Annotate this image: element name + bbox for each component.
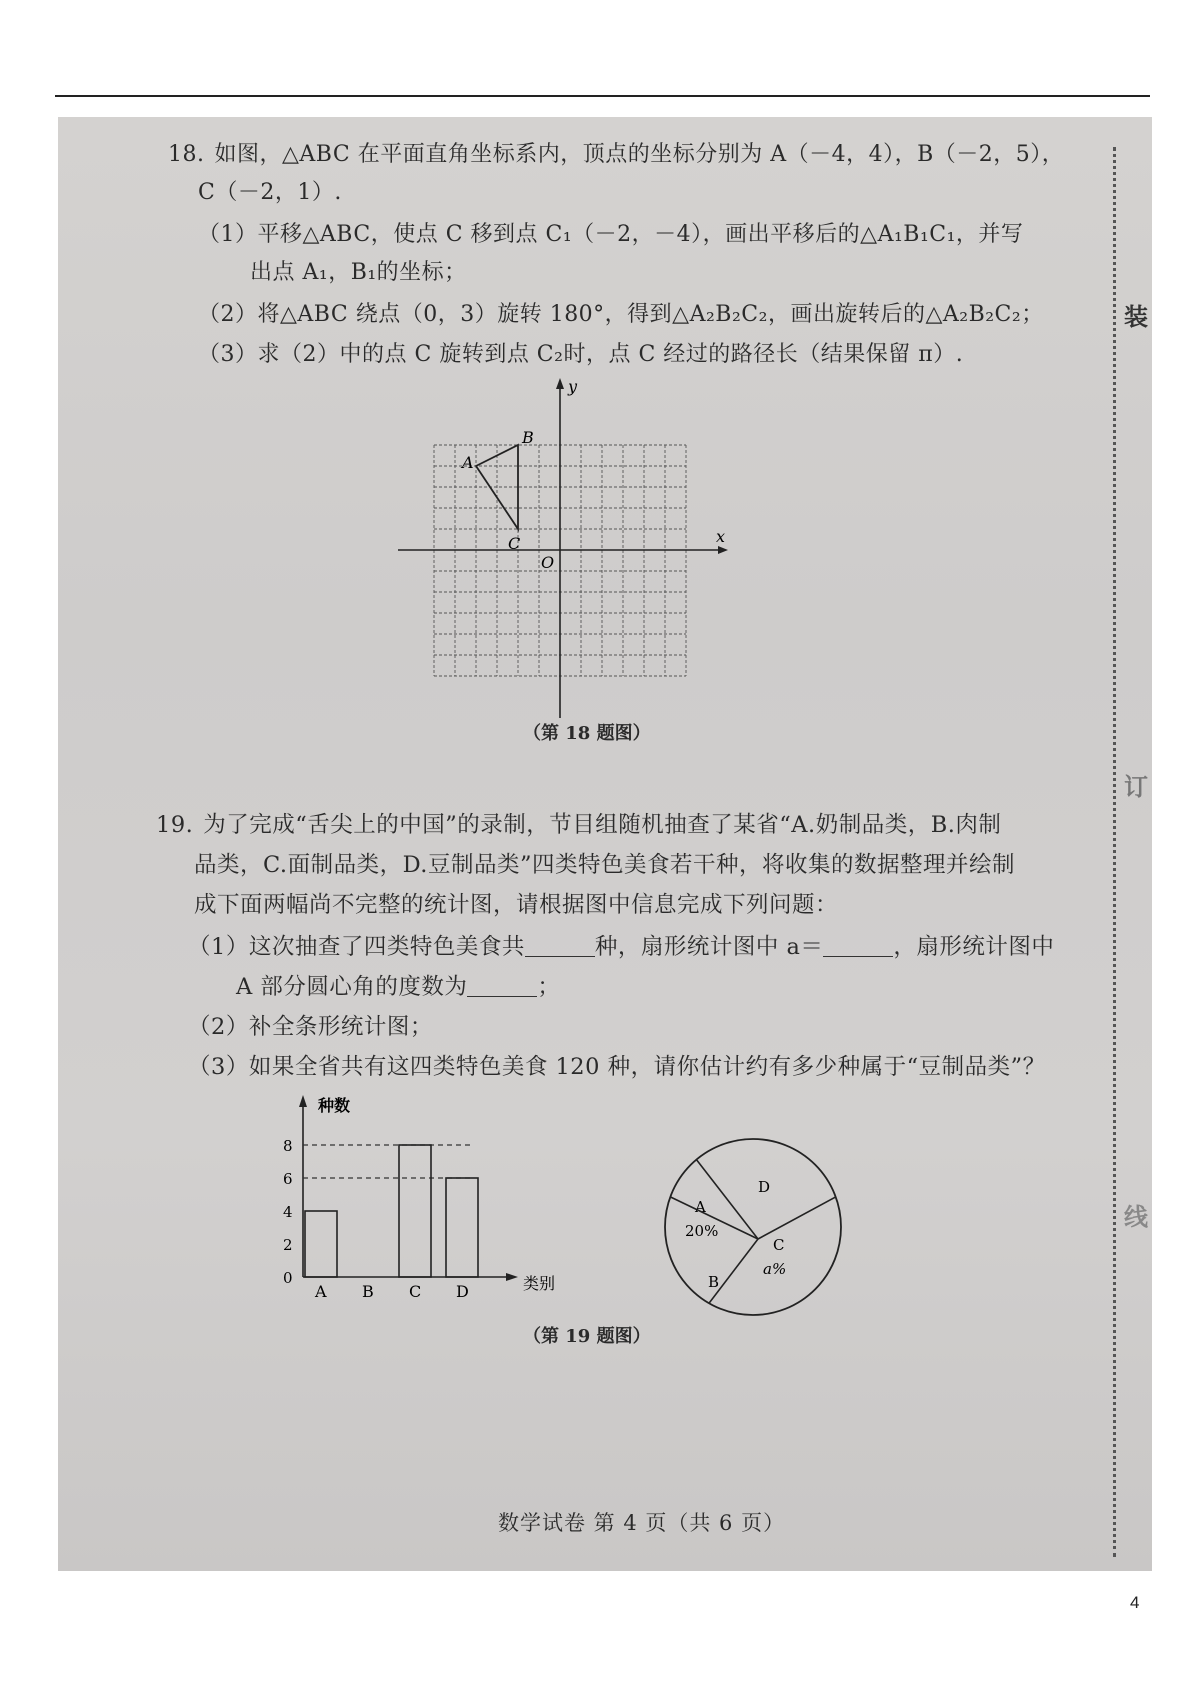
y-axis-arrow-icon xyxy=(556,378,564,389)
q19-part1-line1 xyxy=(188,929,1054,961)
bar-c xyxy=(399,1145,431,1277)
vertex-b-label: B xyxy=(522,428,534,447)
pie-slice-boundary xyxy=(709,1239,758,1303)
q19-part3: （3）如果全省共有这四类特色美食 120 种，请你估计约有多少种属于“豆制品类”？ xyxy=(188,1054,1046,1080)
q18-part2: （2）将△ABC 绕点（0，3）旋转 180°，得到△A₂B₂C₂，画出旋转后的△A₂B₂C₂； xyxy=(198,302,1044,327)
q18-caption: （第 18 题图） xyxy=(523,723,651,744)
q18-part3: （3）求（2）中的点 C 旋转到点 C₂时，点 C 经过的路径长（结果保留 π）. xyxy=(198,342,964,367)
q19-part2: （2）补全条形统计图； xyxy=(188,1014,433,1040)
q18-part1-line1: （1）平移△ABC，使点 C 移到点 C₁（－2，－4），画出平移后的△A₁B₁C₁，并写 xyxy=(198,222,1024,247)
pie-slice-boundary xyxy=(758,1197,836,1239)
q18-stem-text1: 如图，△ABC 在平面直角坐标系内，顶点的坐标分别为 A（－4，4），B（－2，5）， xyxy=(214,142,1065,167)
pie-text-a: 20% xyxy=(685,1222,719,1240)
binding-char-zhuang: 装 xyxy=(1124,302,1148,331)
q18-number: 18. xyxy=(168,142,205,167)
q19-part1-text-a: （1）这次抽查了四类特色美食共 xyxy=(188,934,525,960)
answer-blank-total[interactable] xyxy=(525,936,595,957)
x-axis-arrow-icon xyxy=(718,546,728,554)
bar-y-tick-label: 8 xyxy=(283,1137,293,1155)
page-number: 4 xyxy=(1130,1593,1140,1612)
bar-category-label: C xyxy=(409,1282,422,1301)
vertex-a-label: A xyxy=(462,453,474,472)
binding-dotted-line xyxy=(1113,147,1116,1557)
pie-text-c: a% xyxy=(763,1260,787,1278)
bar-xlabel: 类别 xyxy=(523,1274,556,1293)
bar-a xyxy=(305,1211,337,1277)
bar-y-tick-label: 2 xyxy=(283,1236,293,1254)
pie-label-d: D xyxy=(758,1178,771,1196)
y-axis-label: y xyxy=(568,377,578,396)
answer-blank-a[interactable] xyxy=(823,936,893,957)
q19-bar-chart xyxy=(258,1087,598,1317)
binding-char-xian: 线 xyxy=(1124,1202,1148,1231)
q19-stem-line2: 品类，C.面制品类，D.豆制品类”四类特色美食若干种，将收集的数据整理并绘制 xyxy=(194,852,1015,878)
q19-stem-line1 xyxy=(156,807,1001,839)
bar-category-label: A xyxy=(315,1282,327,1301)
pie-label-c: C xyxy=(773,1236,785,1254)
q18-coordinate-grid xyxy=(398,372,738,722)
bar-y-tick-label: 6 xyxy=(283,1170,293,1188)
bar-y-tick-label: 0 xyxy=(283,1269,293,1287)
origin-label: O xyxy=(541,553,555,572)
q18-part1-line2: 出点 A₁，B₁的坐标； xyxy=(250,260,467,285)
page-footer: 数学试卷 第 4 页（共 6 页） xyxy=(498,1511,786,1535)
bar-x-axis-arrow-icon xyxy=(506,1273,518,1281)
bar-d xyxy=(446,1178,478,1277)
q19-part1-line2 xyxy=(236,969,560,1001)
q19-stem-text1: 为了完成“舌尖上的中国”的录制，节目组随机抽查了某省“A.奶制品类，B.肉制 xyxy=(203,812,1002,838)
q19-part1-text-c: ，扇形统计图中 xyxy=(893,934,1055,960)
q19-pie-chart xyxy=(658,1132,848,1322)
binding-char-ding: 订 xyxy=(1124,772,1148,801)
bar-y-tick-label: 4 xyxy=(283,1203,293,1221)
exam-page-photo xyxy=(58,117,1152,1571)
bar-category-label: D xyxy=(456,1282,469,1301)
q18-stem-line1 xyxy=(168,137,1064,168)
q18-stem-line2: C（－2，1）. xyxy=(198,180,342,205)
q19-caption: （第 19 题图） xyxy=(523,1326,651,1347)
bar-y-axis-arrow-icon xyxy=(299,1095,307,1107)
bar-category-label: B xyxy=(362,1282,374,1301)
q19-part1-text-e: ； xyxy=(537,974,561,1000)
bar-ylabel: 种数 xyxy=(318,1096,351,1115)
pie-label-a: A xyxy=(695,1198,706,1216)
x-axis-label: x xyxy=(716,527,726,546)
top-rule xyxy=(55,95,1150,97)
q19-part1-text-b: 种，扇形统计图中 a＝ xyxy=(594,934,824,960)
answer-blank-angle[interactable] xyxy=(467,976,537,997)
q19-stem-line3: 成下面两幅尚不完整的统计图，请根据图中信息完成下列问题： xyxy=(194,892,839,918)
q19-part1-text-d: A 部分圆心角的度数为 xyxy=(236,974,468,1000)
q19-number: 19. xyxy=(156,812,194,838)
vertex-c-label: C xyxy=(508,534,521,553)
pie-label-b: B xyxy=(708,1273,720,1291)
